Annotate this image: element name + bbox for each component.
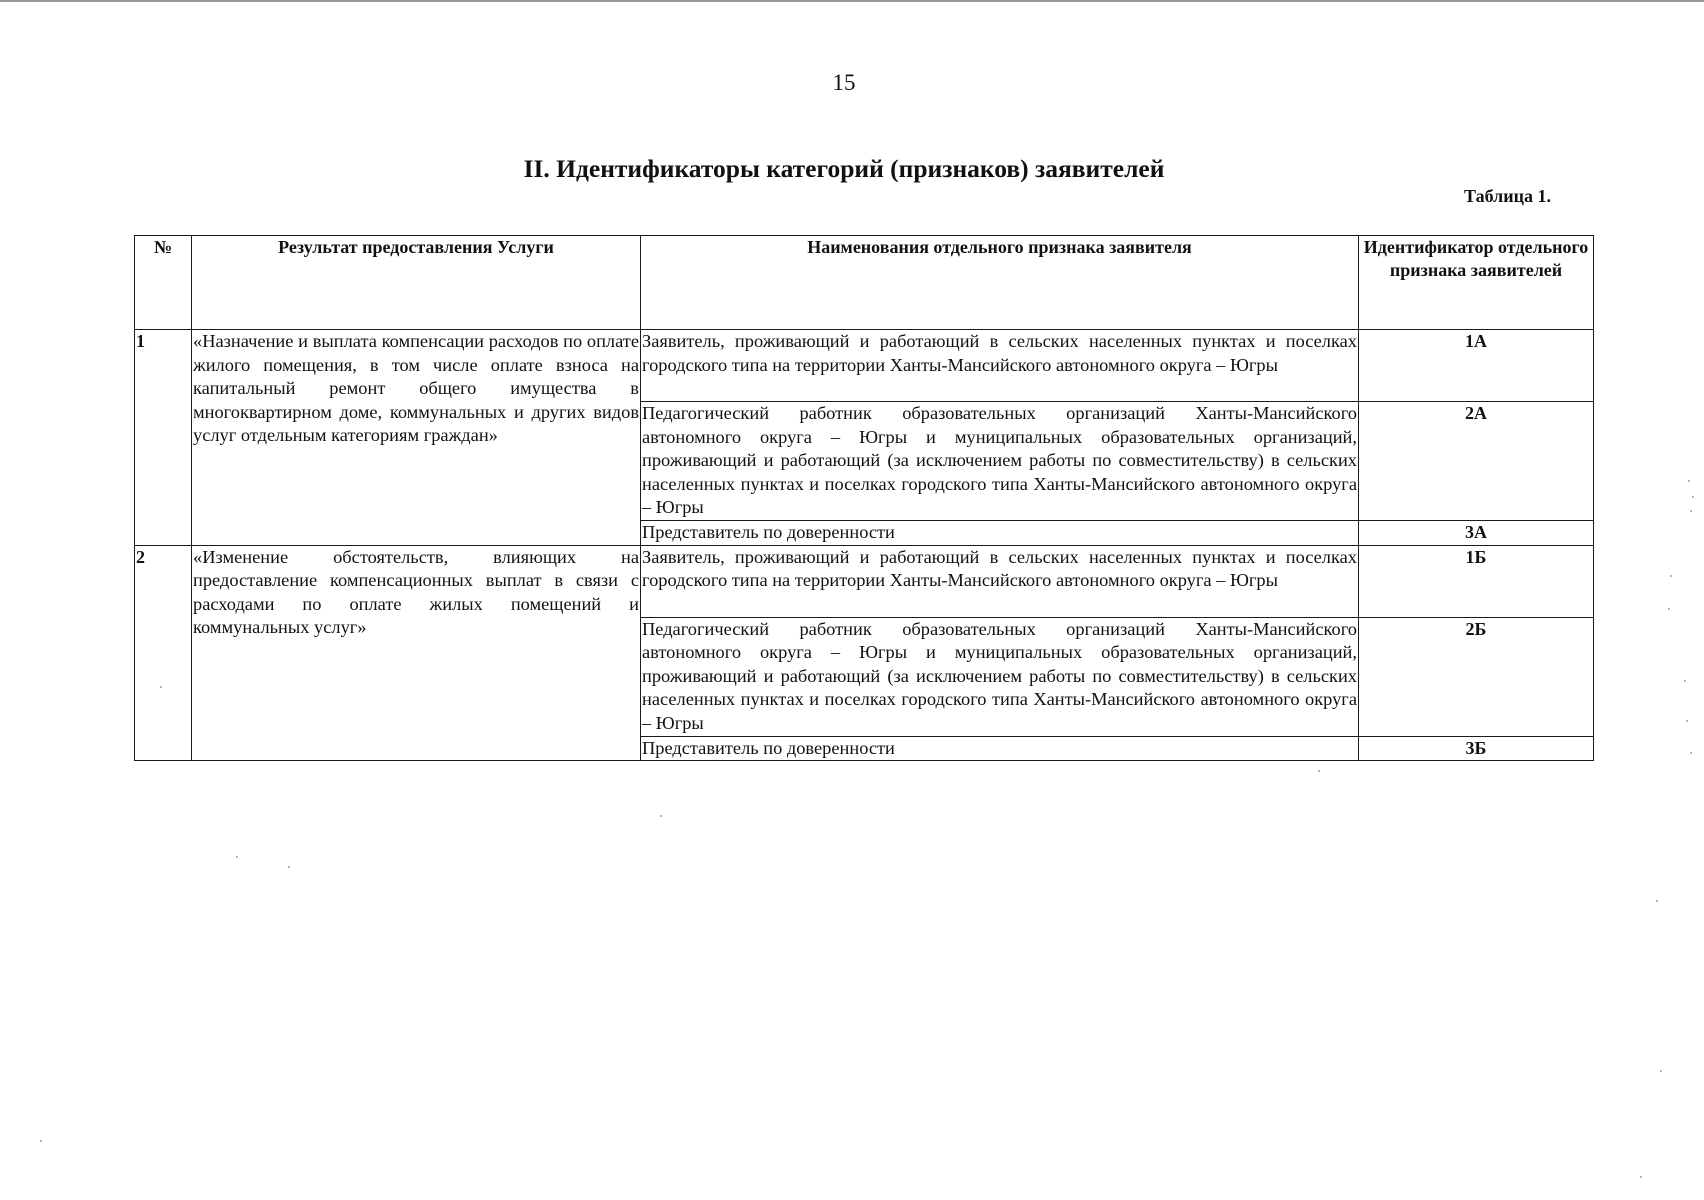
- scan-speck: [660, 815, 662, 817]
- scan-speck: [1690, 752, 1692, 754]
- service-result: «Изменение обстоятельств, влияющих на предоставление компенсационных выплат в связи с расходами по оплате жилых помещений и коммунальных услуг»: [192, 545, 641, 761]
- attribute-identifier: 1Б: [1359, 545, 1594, 617]
- header-applicant-attribute: Наименования отдельного признака заявителя: [641, 236, 1359, 330]
- table-row: [135, 545, 1594, 617]
- scan-speck: [1318, 770, 1320, 772]
- applicant-attribute: Представитель по доверенности: [641, 736, 1359, 761]
- scan-speck: [1640, 1176, 1642, 1178]
- scan-speck: [288, 866, 290, 868]
- table-row: [135, 330, 1594, 402]
- applicant-attribute: Представитель по доверенности: [641, 520, 1359, 545]
- page-title: II. Идентификаторы категорий (признаков) заявителей: [523, 154, 1165, 183]
- scan-speck: [1660, 1070, 1662, 1072]
- scan-speck: [1670, 575, 1672, 577]
- attribute-identifier: 3А: [1359, 520, 1594, 545]
- applicant-attribute: Педагогический работник образовательных организаций Ханты-Мансийского автономного округа – Югры и муниципальных образовательных организаций, проживающий и работающий (за исключением работы по совместительству) в сельских населенных пунктах и поселках городского типа Ханты-Мансийского автономного округа – Югры: [641, 402, 1359, 521]
- header-service-result: Результат предоставления Услуги: [192, 236, 641, 330]
- scan-speck: [1668, 608, 1670, 610]
- applicant-attribute: Заявитель, проживающий и работающий в сельских населенных пунктах и поселках городского типа на территории Ханты-Мансийского автономного округа – Югры: [641, 330, 1359, 402]
- header-identifier: Идентификатор отдельного признака заявителей: [1359, 236, 1594, 330]
- scan-speck: [1686, 720, 1688, 722]
- attribute-identifier: 2Б: [1359, 617, 1594, 736]
- service-result: «Назначение и выплата компенсации расходов по оплате жилого помещения, в том числе оплате взноса на капитальный ремонт общего имущества в многоквартирном доме, коммунальных и других видов услуг отдельным категориям граждан»: [192, 330, 641, 546]
- applicant-identifiers-table: [134, 235, 1594, 761]
- page-number: 15: [832, 70, 856, 95]
- scan-speck: [1684, 680, 1686, 682]
- scan-speck: [1692, 496, 1694, 498]
- applicant-attribute: Педагогический работник образовательных организаций Ханты-Мансийского автономного округа – Югры и муниципальных образовательных организаций, проживающий и работающий (за исключением работы по совместительству) в сельских населенных пунктах и поселках городского типа Ханты-Мансийского автономного округа – Югры: [641, 617, 1359, 736]
- table-header-row: [135, 236, 1594, 330]
- scan-speck: [160, 686, 162, 688]
- scan-speck: [236, 856, 238, 858]
- group-number: 1: [135, 330, 192, 546]
- attribute-identifier: 3Б: [1359, 736, 1594, 761]
- header-number: №: [135, 236, 192, 330]
- attribute-identifier: 2А: [1359, 402, 1594, 521]
- scan-speck: [1690, 510, 1692, 512]
- scan-speck: [40, 1140, 42, 1142]
- scan-speck: [1656, 900, 1658, 902]
- group-number: 2: [135, 545, 192, 761]
- page-top-edge: [0, 0, 1704, 2]
- applicant-attribute: Заявитель, проживающий и работающий в сельских населенных пунктах и поселках городского типа на территории Ханты-Мансийского автономного округа – Югры: [641, 545, 1359, 617]
- table-label: Таблица 1.: [1464, 186, 1551, 206]
- scan-speck: [1688, 480, 1690, 482]
- attribute-identifier: 1А: [1359, 330, 1594, 402]
